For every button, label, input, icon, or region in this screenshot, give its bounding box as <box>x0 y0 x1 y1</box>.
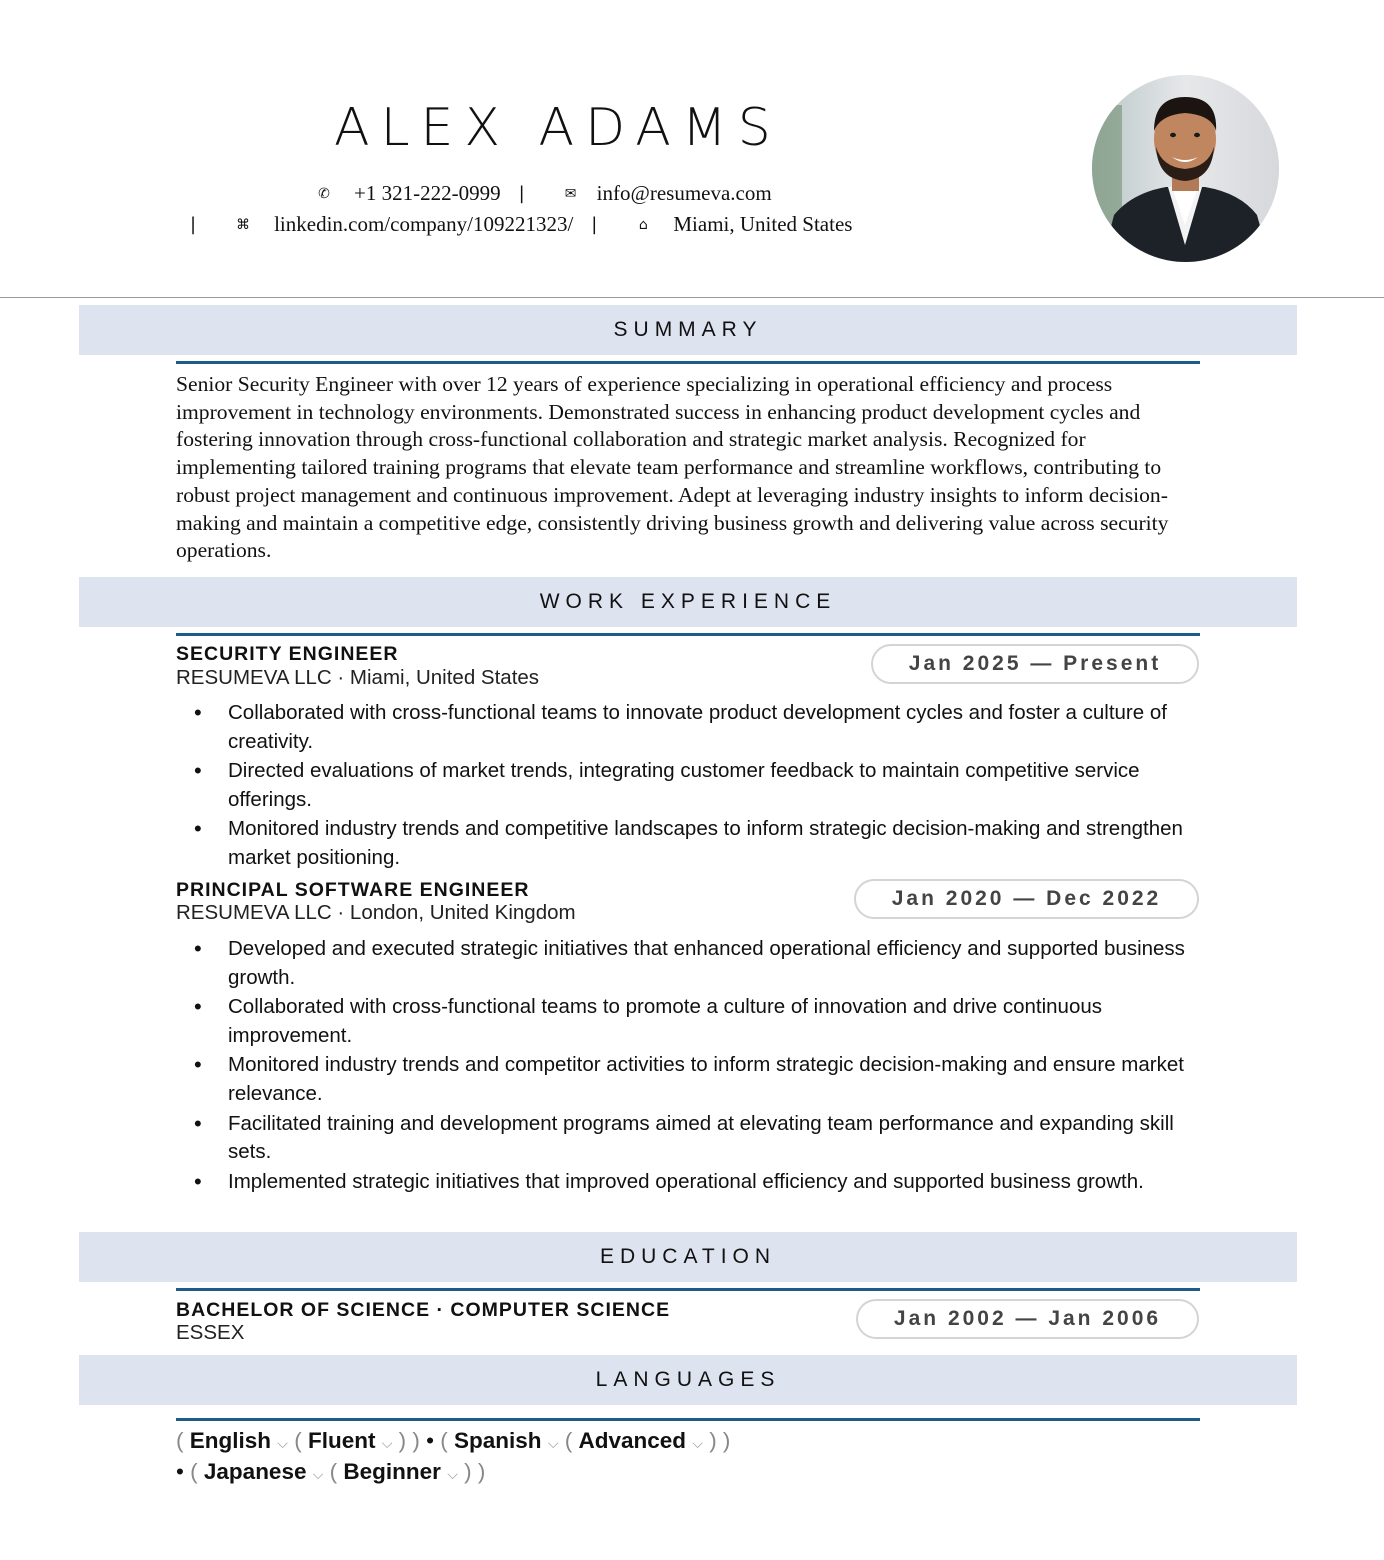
language-name: Japanese <box>203 1459 307 1484</box>
list-item: • Directed evaluations of market trends, integrating customer feedback to maintain competitive service offerings. <box>194 758 1140 811</box>
contact-row-2 <box>190 212 852 237</box>
chevron-down-icon[interactable]: ⌵ <box>547 1436 559 1452</box>
list-item: • Facilitated training and development programs aimed at elevating team performance and expanding skill sets. <box>194 1110 1174 1164</box>
job-title: SECURITY ENGINEER <box>176 643 399 665</box>
chevron-down-icon[interactable]: ⌵ <box>447 1467 458 1483</box>
profile-photo <box>1092 75 1279 262</box>
job-bullet-list <box>176 935 1206 1197</box>
profile-photo-image <box>1092 75 1279 262</box>
education-dates: Jan 2002 — Jan 2006 <box>856 1299 1199 1339</box>
list-item: • Developed and executed strategic initiatives that enhanced operational efficiency and supported business growth. <box>194 936 1185 989</box>
phone-number[interactable]: +1 321-222-0999 <box>354 181 501 205</box>
list-item: • Collaborated with cross-functional teams to innovate product development cycles and foster a culture of creativity. <box>194 700 1167 753</box>
job-dates: Jan 2025 — Present <box>871 644 1199 684</box>
job-dates: Jan 2020 — Dec 2022 <box>854 879 1199 919</box>
degree: BACHELOR OF SCIENCE · COMPUTER SCIENCE <box>176 1299 671 1321</box>
linkedin-url[interactable]: linkedin.com/company/109221323/ <box>274 212 574 236</box>
contact-row-1 <box>316 181 772 206</box>
language-level: Advanced <box>578 1428 687 1453</box>
email-icon: ✉ <box>564 185 577 202</box>
section-divider <box>176 1288 1200 1291</box>
language-level: Fluent <box>307 1428 376 1453</box>
section-divider <box>176 361 1200 364</box>
job-company: RESUMEVA LLC · London, United Kingdom <box>176 901 576 924</box>
list-item: • Monitored industry trends and competitive landscapes to inform strategic decision-making and strengthen market positioning. <box>194 816 1183 869</box>
job-title: PRINCIPAL SOFTWARE ENGINEER <box>176 879 530 901</box>
section-header-education: EDUCATION <box>79 1232 1297 1282</box>
list-item: • Implemented strategic initiatives that improved operational efficiency and supported business growth. <box>194 1168 1144 1194</box>
separator: | <box>591 214 598 235</box>
resume-header <box>0 0 1384 298</box>
section-header-languages: LANGUAGES <box>79 1355 1297 1405</box>
chevron-down-icon[interactable]: ⌵ <box>277 1436 288 1452</box>
chevron-down-icon[interactable]: ⌵ <box>312 1467 324 1483</box>
languages-row-2: • ( Japanese ⌵ ( Beginner ⌵ ) ) <box>176 1459 486 1484</box>
home-icon: ⌂ <box>638 216 648 233</box>
chevron-down-icon[interactable]: ⌵ <box>381 1436 393 1452</box>
list-item: • Collaborated with cross-functional teams to promote a culture of innovation and drive continuous improvement. <box>194 994 1103 1047</box>
separator: | <box>190 214 197 235</box>
language-name: English <box>189 1428 272 1453</box>
school: ESSEX <box>176 1321 245 1344</box>
phone-icon: ✆ <box>318 185 330 202</box>
job-company: RESUMEVA LLC · Miami, United States <box>176 666 540 689</box>
section-divider <box>176 633 1200 636</box>
language-name: Spanish <box>454 1428 542 1453</box>
section-header-work-experience: WORK EXPERIENCE <box>79 577 1297 627</box>
email-address[interactable]: info@resumeva.com <box>596 181 772 205</box>
separator: | <box>518 183 525 204</box>
location: Miami, United States <box>673 212 853 236</box>
link-icon: ⌘ <box>236 216 251 233</box>
candidate-name: ALEX ADAMS <box>334 98 782 158</box>
chevron-down-icon[interactable]: ⌵ <box>692 1436 703 1452</box>
languages-row-1: ( English ⌵ ( Fluent ⌵ ) ) • ( Spanish ⌵ ( Advanced ⌵ ) ) <box>176 1428 731 1453</box>
section-divider <box>176 1418 1200 1421</box>
list-item: • Monitored industry trends and competitor activities to inform strategic decision-making and ensure market relevance. <box>194 1052 1184 1105</box>
summary-text: Senior Security Engineer with over 12 years of experience specializing in operational efficiency and process improvement in technology environments. Demonstrated success in enhancing product development cycles and fostering innovation through cross-functional collaboration and strategic market analysis. Recognized for implementing tailored training programs that elevate team performance and streamline workflows, contributing to robust project management and continuous improvement. Adept at leveraging industry insights to inform decision-making and maintain a competitive edge, consistently driving business growth and delivering value across security operations. <box>176 372 1169 563</box>
section-header-summary: SUMMARY <box>79 305 1297 355</box>
language-level: Beginner <box>343 1459 441 1484</box>
job-bullet-list <box>176 699 1206 874</box>
